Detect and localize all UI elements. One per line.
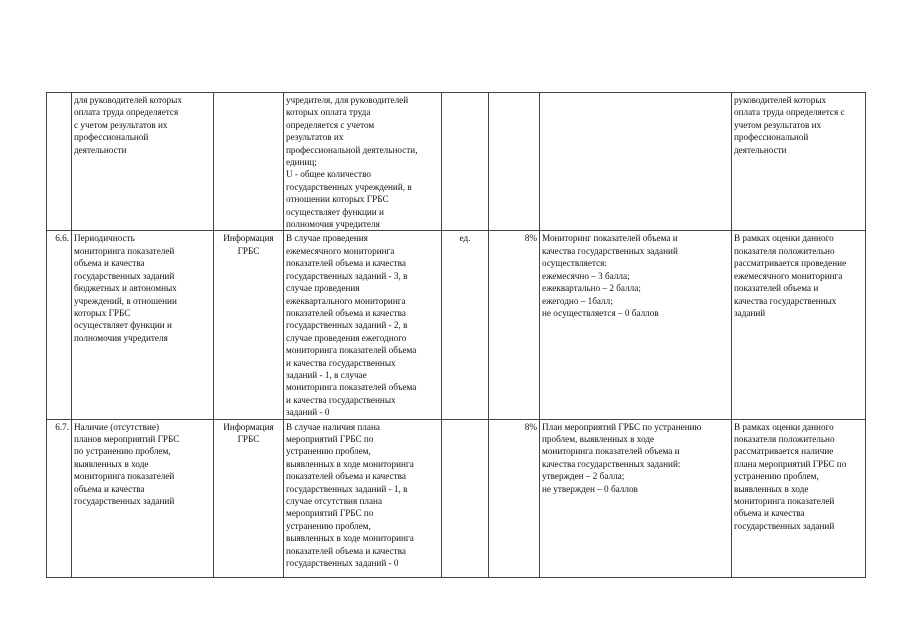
comment: руководителей которых оплата труда определяется с учетом результатов их профессиональной деятельности (732, 93, 866, 231)
table-row (47, 419, 866, 577)
unit-of-measure (442, 93, 489, 231)
row-number: 6.6. (47, 231, 72, 419)
data-source: Информация ГРБС (214, 419, 284, 577)
comment: В рамках оценки данного показателя положительно рассматривается наличие плана мероприятий ГРБС по устранению проблем, выявленных в ходе мониторинга показателей объема и качества государственных заданий (732, 419, 866, 577)
indicator-weight: 8% (489, 419, 540, 577)
indicator-name: для руководителей которых оплата труда определяется с учетом результатов их профессиональной деятельности (72, 93, 214, 231)
unit-of-measure (442, 419, 489, 577)
calculation-formula: В случае проведения ежемесячного мониторинга показателей объема и качества государственных заданий - 3, в случае проведения ежеквартального мониторинга показателей объема и качества государственных заданий - 2, в случае проведения ежегодного мониторинга показателей объема и качества государственных заданий - 1, в случае мониторинга показателей объема и качества государственных заданий - 0 (284, 231, 442, 419)
row-number: 6.7. (47, 419, 72, 577)
comment: В рамках оценки данного показателя положительно рассматривается проведение ежемесячного мониторинга показателей объема и качества государственных заданий (732, 231, 866, 419)
table-row (47, 231, 866, 419)
table-row (47, 93, 866, 231)
indicators-table (46, 92, 866, 578)
calculation-formula: В случае наличия плана мероприятий ГРБС по устранению проблем, выявленных в ходе мониторинга показателей объема и качества государственных заданий - 1, в случае отсутствия плана мероприятий ГРБС по устранению проблем, выявленных в ходе мониторинга показателей объема и качества государственных заданий - 0 (284, 419, 442, 577)
unit-of-measure: ед. (442, 231, 489, 419)
scoring-scale: План мероприятий ГРБС по устранению проблем, выявленных в ходе мониторинга показателей объема и качества государственных заданий: утвержден – 2 балла; не утвержден – 0 баллов (540, 419, 732, 577)
data-source (214, 93, 284, 231)
indicator-name: Наличие (отсутствие) планов мероприятий ГРБС по устранению проблем, выявленных в ходе мониторинга показателей объема и качества государственных заданий (72, 419, 214, 577)
scoring-scale (540, 93, 732, 231)
indicator-weight (489, 93, 540, 231)
calculation-formula: учредителя, для руководителей которых оплата труда определяется с учетом результатов их профессиональной деятельности, единиц; U - общее количество государственных учреждений, в отношении которых ГРБС осуществляет функции и полномочия учредителя (284, 93, 442, 231)
indicator-name: Периодичность мониторинга показателей объема и качества государственных заданий бюджетных и автономных учреждений, в отношении которых ГРБС осуществляет функции и полномочия учредителя (72, 231, 214, 419)
row-number (47, 93, 72, 231)
scoring-scale: Мониторинг показателей объема и качества государственных заданий осуществляется: ежемесячно – 3 балла; ежеквартально – 2 балла; ежегодно – 1балл; не осуществляется – 0 баллов (540, 231, 732, 419)
data-source: Информация ГРБС (214, 231, 284, 419)
indicator-weight: 8% (489, 231, 540, 419)
